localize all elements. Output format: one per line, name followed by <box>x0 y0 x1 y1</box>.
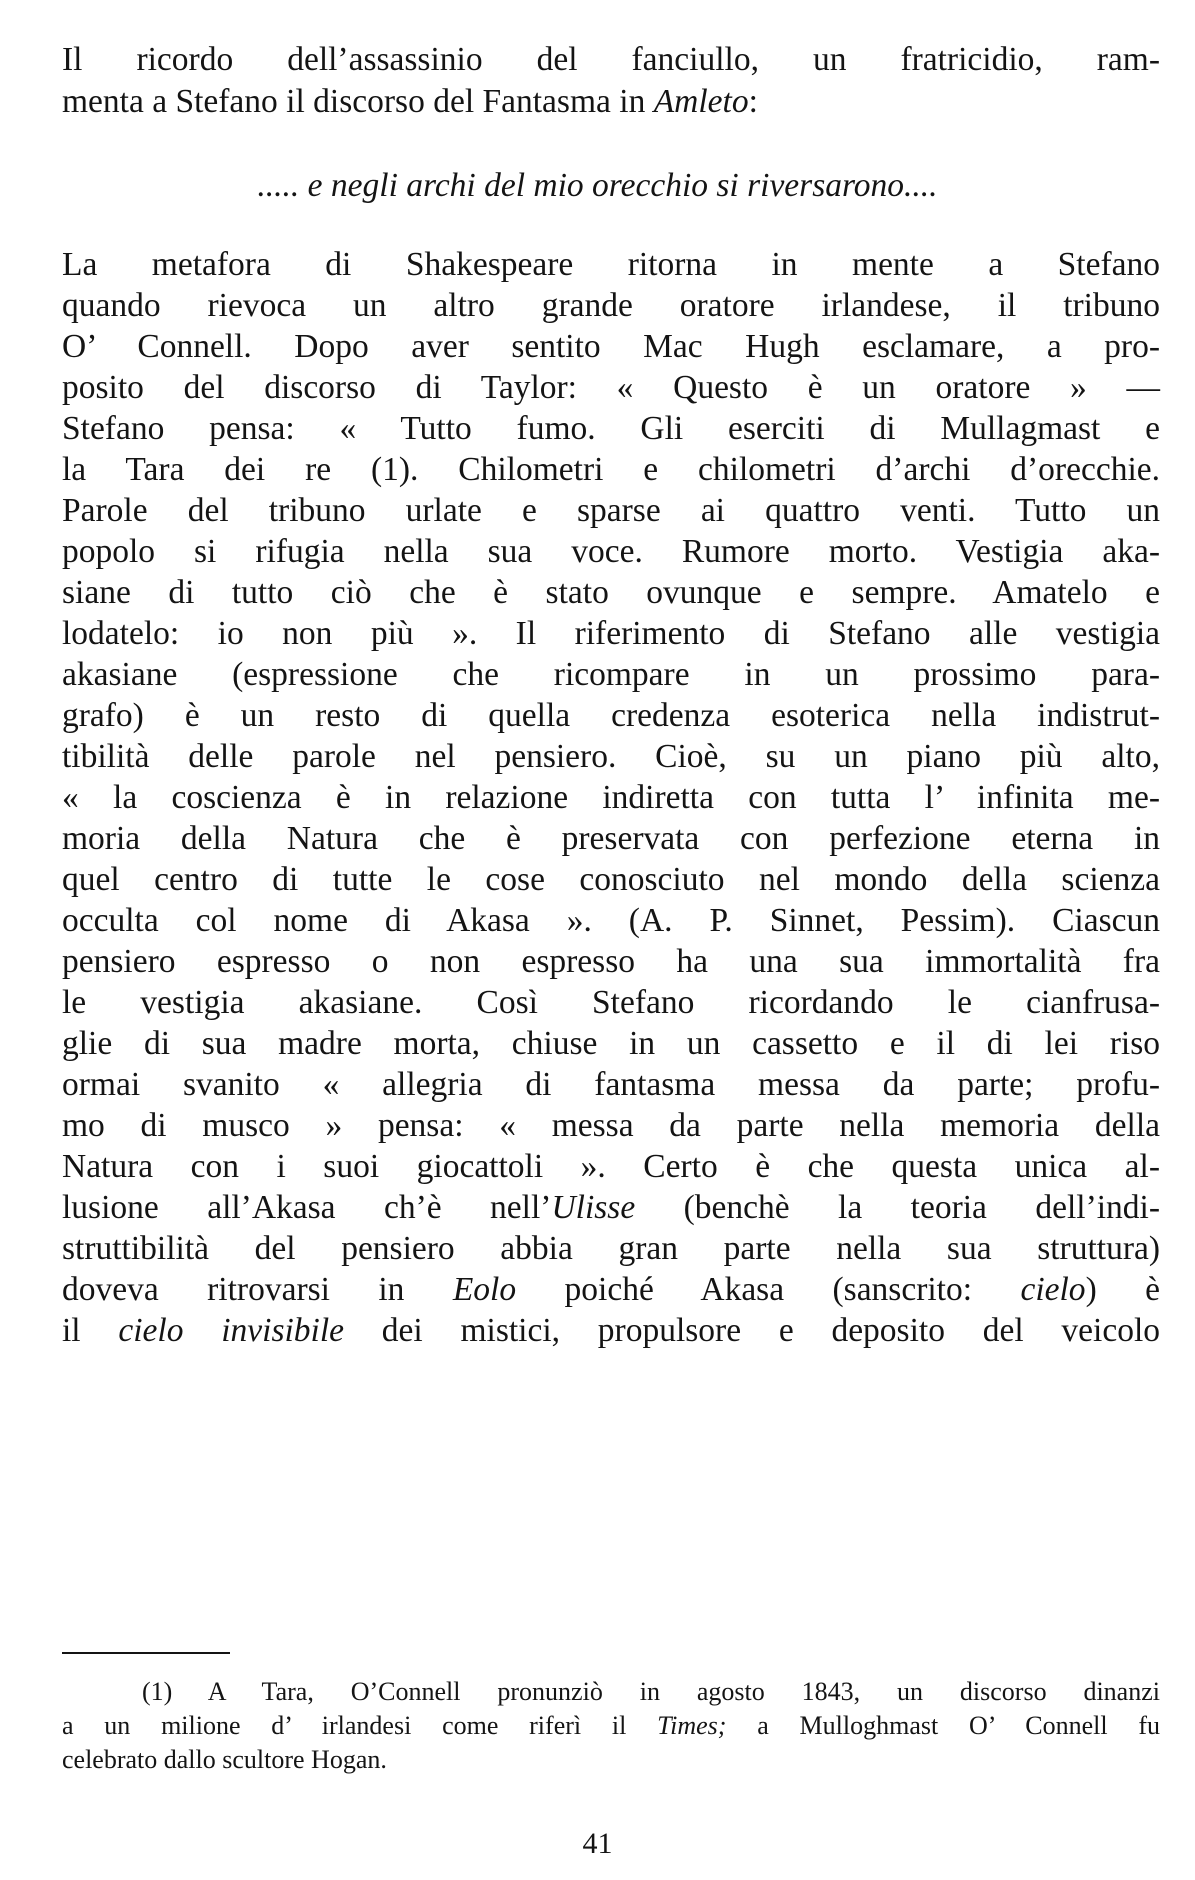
body-line-26-c: poiché Akasa (sanscrito: <box>516 1271 1021 1308</box>
footnote-line-3: celebrato dallo scultore Hogan. <box>62 1745 387 1774</box>
footnote-line-1: (1) A Tara, O’Connell pronunziò in agosto 1843, un discorso dinanzi <box>142 1677 1160 1706</box>
word-cielo: cielo <box>1020 1271 1086 1308</box>
body-line-13: tibilità delle parole nel pensiero. Cioè, su un piano più alto, <box>62 738 1160 775</box>
body-line-8: popolo si rifugia nella sua voce. Rumore morto. Vestigia aka- <box>62 533 1160 570</box>
page-number: 41 <box>582 1827 613 1860</box>
footnote-line-2 <box>62 1710 1160 1742</box>
title-amleto: Amleto <box>653 83 749 120</box>
body-line-4: posito del discorso di Taylor: « Questo è un oratore » — <box>62 369 1160 406</box>
title-times: Times; <box>657 1711 727 1740</box>
body-line-22: mo di musco » pensa: « messa da parte nella memoria della <box>62 1107 1160 1144</box>
footnote-line-2-a: a un milione d’ irlandesi come riferì il <box>62 1711 658 1740</box>
body-line-26 <box>62 1270 1160 1310</box>
body-line-17: occulta col nome di Akasa ». (A. P. Sinnet, Pessim). Ciascun <box>62 902 1160 939</box>
body-line-1: La metafora di Shakespeare ritorna in mente a Stefano <box>62 246 1160 283</box>
body-line-15: moria della Natura che è preservata con perfezione eterna in <box>62 820 1160 857</box>
body-line-26-a: doveva ritrovarsi in <box>62 1271 453 1308</box>
body-line-23: Natura con i suoi giocattoli ». Certo è che questa unica al- <box>62 1148 1160 1185</box>
phrase-cielo-invisibile: cielo invisibile <box>118 1312 345 1349</box>
body-line-10: lodatelo: io non più ». Il riferimento di Stefano alle vestigia <box>62 615 1160 652</box>
body-line-18: pensiero espresso o non espresso ha una sua immortalità fra <box>62 943 1160 980</box>
body-line-20: glie di sua madre morta, chiuse in un cassetto e il di lei riso <box>62 1025 1160 1062</box>
body-line-5: Stefano pensa: « Tutto fumo. Gli eserciti di Mullagmast e <box>62 410 1160 447</box>
body-line-12: grafo) è un resto di quella credenza esoterica nella indistrut- <box>62 697 1160 734</box>
title-eolo: Eolo <box>452 1271 517 1308</box>
body-line-2: quando rievoca un altro grande oratore irlandese, il tribuno <box>62 287 1160 324</box>
body-line-14: « la coscienza è in relazione indiretta con tutta l’ infinita me- <box>62 779 1160 816</box>
body-line-7: Parole del tribuno urlate e sparse ai quattro venti. Tutto un <box>62 492 1160 529</box>
footnote-separator <box>62 1652 230 1654</box>
footnote-line-2-c: a Mulloghmast O’ Connell fu <box>726 1711 1161 1740</box>
text-line-2-start: menta a Stefano il discorso del Fantasma in <box>62 83 654 120</box>
body-line-21: ormai svanito « allegria di fantasma messa da parte; profu- <box>62 1066 1160 1103</box>
body-line-26-e: ) è <box>1085 1271 1160 1308</box>
body-line-19: le vestigia akasiane. Così Stefano ricordando le cianfrusa- <box>62 984 1160 1021</box>
body-line-11: akasiane (espressione che ricompare in un prossimo para- <box>62 656 1160 693</box>
body-line-3: O’ Connell. Dopo aver sentito Mac Hugh esclamare, a pro- <box>62 328 1160 365</box>
body-line-27-a: il <box>62 1312 119 1349</box>
body-line-16: quel centro di tutte le cose conosciuto nel mondo della scienza <box>62 861 1160 898</box>
body-line-24-a: lusione all’Akasa ch’è nell’ <box>62 1189 552 1226</box>
body-line-27-c: dei mistici, propulsore e deposito del veicolo <box>344 1312 1160 1349</box>
text-line-2-end: : <box>748 83 758 120</box>
shakespeare-quote: ..... e negli archi del mio orecchio si riversarono.... <box>257 167 938 204</box>
title-ulisse: Ulisse <box>551 1189 636 1226</box>
text-line-1: Il ricordo dell’assassinio del fanciullo, un fratricidio, ram- <box>62 41 1160 78</box>
body-line-24 <box>62 1188 1160 1228</box>
body-line-9: siane di tutto ciò che è stato ovunque e sempre. Amatelo e <box>62 574 1160 611</box>
text-line-2 <box>62 82 1160 122</box>
body-line-27 <box>62 1311 1160 1351</box>
body-line-25: struttibilità del pensiero abbia gran parte nella sua struttura) <box>62 1230 1160 1267</box>
body-line-6: la Tara dei re (1). Chilometri e chilometri d’archi d’orecchie. <box>62 451 1160 488</box>
body-line-24-c: (benchè la teoria dell’indi- <box>635 1189 1160 1226</box>
